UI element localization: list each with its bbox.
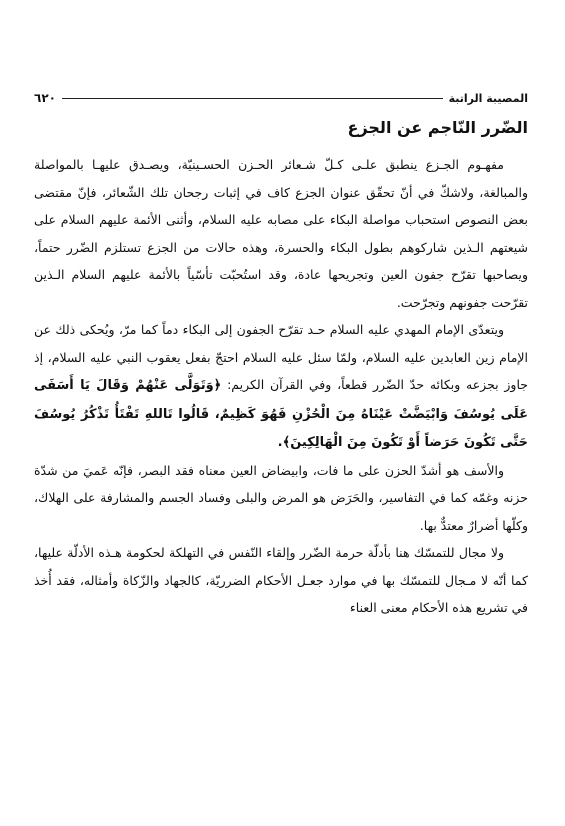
page-content	[34, 118, 528, 622]
paragraph-3	[34, 457, 528, 540]
paragraph-1	[34, 151, 528, 316]
paragraph-2-text: ويتعدّى الإمام المهدي عليه السلام حـد تقرّح الجفون إلى البكاء دماً كما مرّ، ويُحكى ذلك عن الإمام زين العابدين عليه السلام، ولمّا سئل عليه السلام احتجّ بفعل يعقوب النبي عليه السلام، إذ جاوز بجزعه وبكائه حدّ الضّرر قطعاً، وفي القرآن الكريم:	[34, 322, 528, 392]
paragraph-4	[34, 539, 528, 622]
book-title: المصيبة الراتبة	[448, 91, 528, 105]
section-title: الضّرر النّاجم عن الجزع	[347, 118, 528, 137]
header-rule	[62, 98, 443, 99]
paragraph-1-text: مفهـوم الجـزع ينطبق علـى كـلّ شـعائر الحـزن الحسـينيّة، ويصـدق عليهـا بالمواصلة والمبالغة، ولاشكّ في أنّ تحقّق عنوان الجزع كاف في إثبات رجحان تلك الشّعائر، فإنّ مقتضى بعض النصوص استحباب مواصلة البكاء على مصابه عليه السلام، وأثنى الأئمة عليهم السلام على شيعتهم الـذين شاركوهم بطول البكاء والحسرة، وهذه حالات من الجزع تستلزم الضّرر حتماً، ويصاحبها تقرّح جفون العين وتجريحها عادة، وقد استُحبّت تأسّياً بالأئمة عليهم السلام الـذين تقرّحت جفونهم وتجرّحت.	[34, 157, 528, 310]
paragraph-3-text: والأسف هو أشدّ الحزن على ما فات، وابيضاض العين معناه فقد البصر، فإنّه عَميَ من شدّة حزنه وغمّه كما في التفاسير، والحَرَض هو المرض والبلى وفساد الجسم والمشارفة على الهلاك، وكلّها أضرارٌ معتدٌّ بها.	[34, 462, 528, 533]
paragraph-4-text: ولا مجال للتمسّك هنا بأدلّة حرمة الضّرر وإلقاء النّفس في التهلكة لحكومة هـذه الأدلّة عليها، كما أنّه لا مـجال للتمسّك بها في موارد جعـل الأحكام الضرريّة، كالجهاد والزّكاة وأمثاله، فقد أُخذ في تشريع هذه الأحكام معنى العناء	[34, 545, 528, 615]
page-header	[34, 88, 528, 108]
quran-verse: ﴿وَتَوَلَّى عَنْهُمْ وَقَالَ يَا أَسَفَى عَلَى يُوسُفَ وَابْيَضَّتْ عَيْنَاهُ مِنَ الْحُزْنِ فَهُوَ كَظِيمٌ، قَالُوا تَاللهِ تَفْتَأُ تَذْكُرُ يُوسُفَ حَتَّى تَكُونَ حَرَضاً أَوْ تَكُونَ مِنَ الْهَالِكِينَ﴾.	[34, 378, 528, 450]
page-number: ٦٢٠	[34, 91, 56, 105]
paragraph-2	[34, 316, 528, 457]
